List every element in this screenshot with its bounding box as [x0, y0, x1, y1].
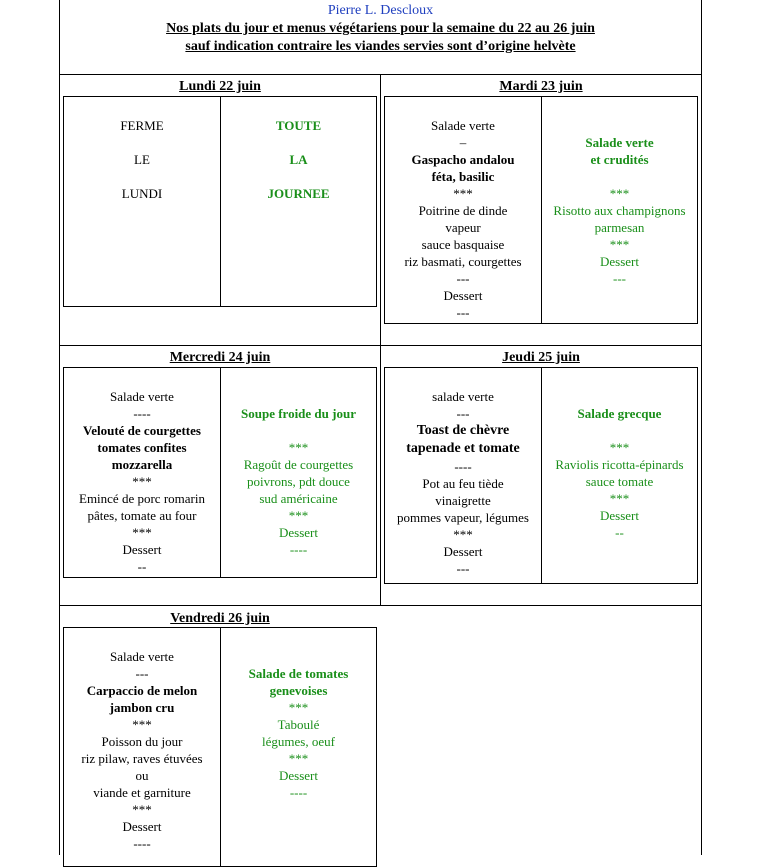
menu-column-lundi-vegetarian	[221, 109, 376, 211]
menu-line: FERME	[120, 118, 164, 133]
menu-column-mercredi-vegetarian	[221, 405, 376, 558]
menu-line: ---	[456, 305, 470, 320]
menu-line: ***	[453, 527, 473, 542]
menu-column-vendredi-vegetarian	[221, 665, 376, 801]
menu-line: Dessert	[443, 288, 483, 303]
menu-line: Ragoût de courgettes	[243, 457, 354, 472]
menu-column-jeudi-standard	[385, 388, 541, 577]
menu-line: Dessert	[122, 542, 162, 557]
menu-line: ***	[288, 751, 309, 766]
menu-column-vendredi-standard	[64, 648, 220, 852]
menu-line: Poisson du jour	[101, 734, 183, 749]
menu-line: Toast de chèvre	[416, 423, 510, 438]
menu-line: ---	[135, 666, 149, 681]
menu-line: Raviolis ricotta-épinards	[555, 457, 684, 472]
menu-line: Dessert	[443, 544, 483, 559]
menu-line: ---	[456, 406, 470, 421]
menu-line: jambon cru	[109, 700, 175, 715]
menu-box-vendredi	[63, 627, 377, 867]
menu-line: Taboulé	[277, 717, 320, 732]
menu-line: ***	[609, 491, 630, 506]
menu-line: Carpaccio de melon	[86, 683, 198, 698]
grid-line-middle	[380, 74, 381, 606]
menu-line: Soupe froide du jour	[241, 406, 356, 421]
menu-line: Salade verte	[110, 389, 174, 404]
day-title-mercredi: Mercredi 24 juin	[169, 350, 271, 365]
menu-box-mercredi	[63, 367, 377, 578]
day-title-vendredi: Vendredi 26 juin	[170, 611, 270, 626]
menu-line: ----	[289, 542, 308, 557]
menu-line: ***	[132, 802, 152, 817]
menu-line: Dessert	[600, 254, 639, 269]
menu-line: légumes, oeuf	[262, 734, 335, 749]
menu-line: Poitrine de dinde	[418, 203, 508, 218]
menu-line: Dessert	[279, 768, 318, 783]
menu-line: ---	[613, 271, 626, 286]
menu-column-mardi-standard	[385, 117, 541, 321]
menu-line: Salade de tomates	[248, 666, 349, 681]
menu-line: JOURNEE	[267, 186, 330, 201]
menu-box-lundi	[63, 96, 377, 307]
menu-line: ***	[132, 525, 152, 540]
menu-line: riz pilaw, raves étuvées	[81, 751, 203, 766]
menu-line: vinaigrette	[435, 493, 491, 508]
menu-line: Gaspacho andalou	[411, 152, 515, 167]
menu-line: Emincé de porc romarin	[79, 491, 205, 506]
menu-line: Salade verte	[110, 649, 174, 664]
menu-line: viande et garniture	[93, 785, 191, 800]
menu-line: mozzarella	[111, 457, 173, 472]
menu-line: ----	[289, 785, 308, 800]
menu-line: ***	[453, 186, 473, 201]
menu-line: pommes vapeur, légumes	[397, 510, 529, 525]
document-header	[60, 2, 701, 56]
menu-line	[221, 422, 376, 439]
page-border-right	[701, 0, 702, 855]
menu-line: Dessert	[279, 525, 318, 540]
menu-line: salade verte	[432, 389, 494, 404]
menu-line: sauce basquaise	[421, 237, 505, 252]
menu-line: ***	[132, 717, 152, 732]
menu-line: --	[615, 525, 624, 540]
menu-line: ----	[454, 459, 472, 474]
day-title-mardi: Mardi 23 juin	[499, 79, 583, 94]
menu-line: Dessert	[122, 819, 162, 834]
menu-column-jeudi-vegetarian	[542, 405, 697, 541]
menu-line: ***	[288, 700, 309, 715]
menu-line: et crudités	[590, 152, 649, 167]
menu-line: LA	[289, 152, 308, 167]
menu-line: Dessert	[600, 508, 639, 523]
menu-line: pâtes, tomate au four	[87, 508, 197, 523]
menu-box-mardi	[384, 96, 698, 324]
menu-line	[542, 168, 697, 185]
day-title-jeudi: Jeudi 25 juin	[502, 350, 580, 365]
menu-column-lundi-standard	[64, 109, 220, 211]
menu-line: ***	[288, 508, 309, 523]
menu-line: ***	[609, 237, 630, 252]
menu-line: sud américaine	[259, 491, 338, 506]
menu-line: ou	[135, 768, 149, 783]
menu-line: riz basmati, courgettes	[404, 254, 522, 269]
menu-line: vapeur	[445, 220, 481, 235]
menu-line: ---	[456, 271, 470, 286]
day-title-lundi: Lundi 22 juin	[179, 79, 261, 94]
menu-line: LE	[134, 152, 150, 167]
menu-line: ***	[132, 474, 152, 489]
menu-line: Salade grecque	[577, 406, 662, 421]
menu-line: Velouté de courgettes	[83, 423, 201, 438]
menu-column-mardi-vegetarian	[542, 134, 697, 287]
menu-column-mercredi-standard	[64, 388, 220, 575]
menu-line: TOUTE	[275, 118, 322, 133]
header-subtitle-line: sauf indication contraire les viandes servies sont d’origine helvète	[185, 39, 576, 54]
menu-line: sauce tomate	[585, 474, 654, 489]
menu-line: ***	[609, 440, 630, 455]
menu-line: ----	[133, 406, 151, 421]
menu-line: --	[137, 559, 147, 574]
menu-line: LUNDI	[121, 186, 163, 201]
header-title-line: Nos plats du jour et menus végétariens pour la semaine du 22 au 26 juin	[166, 21, 595, 36]
menu-line: féta, basilic	[431, 169, 495, 184]
menu-line: ---	[456, 561, 470, 576]
menu-line: –	[459, 135, 467, 150]
menu-line: Risotto aux champignons	[553, 203, 686, 218]
menu-line: ----	[133, 836, 151, 851]
menu-line	[542, 422, 697, 439]
menu-line: poivrons, pdt douce	[247, 474, 350, 489]
menu-line: ***	[609, 186, 630, 201]
menu-line: Salade verte	[431, 118, 495, 133]
menu-line: genevoises	[269, 683, 328, 698]
author-name: Pierre L. Descloux	[327, 3, 434, 18]
menu-line: Pot au feu tiède	[422, 476, 504, 491]
menu-line: parmesan	[594, 220, 645, 235]
menu-line: tomates confites	[97, 440, 187, 455]
page-border-left	[59, 0, 60, 855]
menu-box-jeudi	[384, 367, 698, 584]
menu-line: tapenade et tomate	[406, 441, 520, 456]
menu-line: Salade verte	[585, 135, 654, 150]
menu-line: ***	[288, 440, 309, 455]
